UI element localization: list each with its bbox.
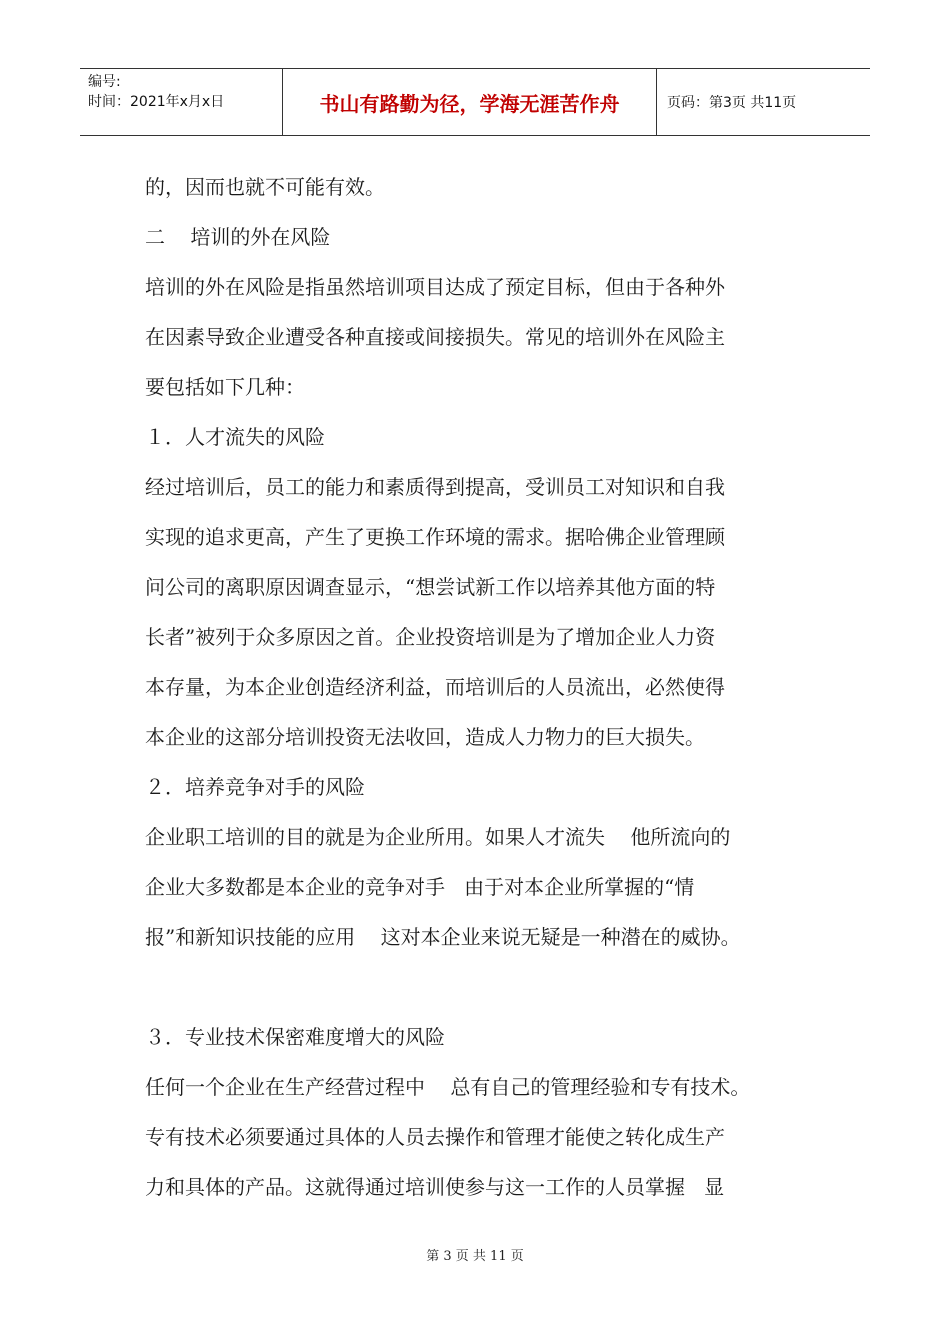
text-line: 企业大多数都是本企业的竞争对手 由于对本企业所掌握的“情 xyxy=(145,875,695,899)
header-page-info: 页码：第3页 共11页 xyxy=(667,95,797,111)
text-line: 在因素导致企业遭受各种直接或间接损失。常见的培训外在风险主 xyxy=(145,325,725,349)
blank-line xyxy=(145,962,825,1012)
subheading-3: ３．专业技术保密难度增大的风险 xyxy=(145,1025,445,1049)
text-line: 问公司的离职原因调查显示，“想尝试新工作以培养其他方面的特 xyxy=(145,575,716,599)
header-table xyxy=(80,68,870,136)
time-label: 时间：2021年x月x日 xyxy=(88,94,225,110)
text-line: 经过培训后，员工的能力和素质得到提高，受训员工对知识和自我 xyxy=(145,475,725,499)
text-line: 报”和新知识技能的应用 这对本企业来说无疑是一种潜在的威协。 xyxy=(145,925,741,949)
text-line: 长者”被列于众多原因之首。企业投资培训是为了增加企业人力资 xyxy=(145,625,716,649)
text-line: 本存量，为本企业创造经济利益，而培训后的人员流出，必然使得 xyxy=(145,675,725,699)
text-line: 专有技术必须要通过具体的人员去操作和管理才能使之转化成生产 xyxy=(145,1125,725,1149)
text-line: 要包括如下几种： xyxy=(145,375,305,399)
text-line: 力和具体的产品。这就得通过培训使参与这一工作的人员掌握 显 xyxy=(145,1175,725,1199)
text-line: 企业职工培训的目的就是为企业所用。如果人才流失 他所流向的 xyxy=(145,825,731,849)
text-line: 的，因而也就不可能有效。 xyxy=(145,175,385,199)
header-meta-cell xyxy=(80,69,283,135)
header-motto: 书山有路勤为径，学海无涯苦作舟 xyxy=(283,69,657,135)
page-footer: 第 3 页 共 11 页 xyxy=(426,1249,524,1264)
number-label: 编号: xyxy=(88,74,121,90)
text-line: 本企业的这部分培训投资无法收回，造成人力物力的巨大损失。 xyxy=(145,725,705,749)
subheading-1: １．人才流失的风险 xyxy=(145,425,325,449)
text-line: 任何一个企业在生产经营过程中 总有自己的管理经验和专有技术。 xyxy=(145,1075,751,1099)
text-line: 培训的外在风险是指虽然培训项目达成了预定目标，但由于各种外 xyxy=(145,275,725,299)
text-line: 实现的追求更高，产生了更换工作环境的需求。据哈佛企业管理顾 xyxy=(145,525,725,549)
subheading-2: ２．培养竞争对手的风险 xyxy=(145,775,365,799)
document-body xyxy=(145,162,825,1212)
section-heading: 二 培训的外在风险 xyxy=(145,225,331,249)
